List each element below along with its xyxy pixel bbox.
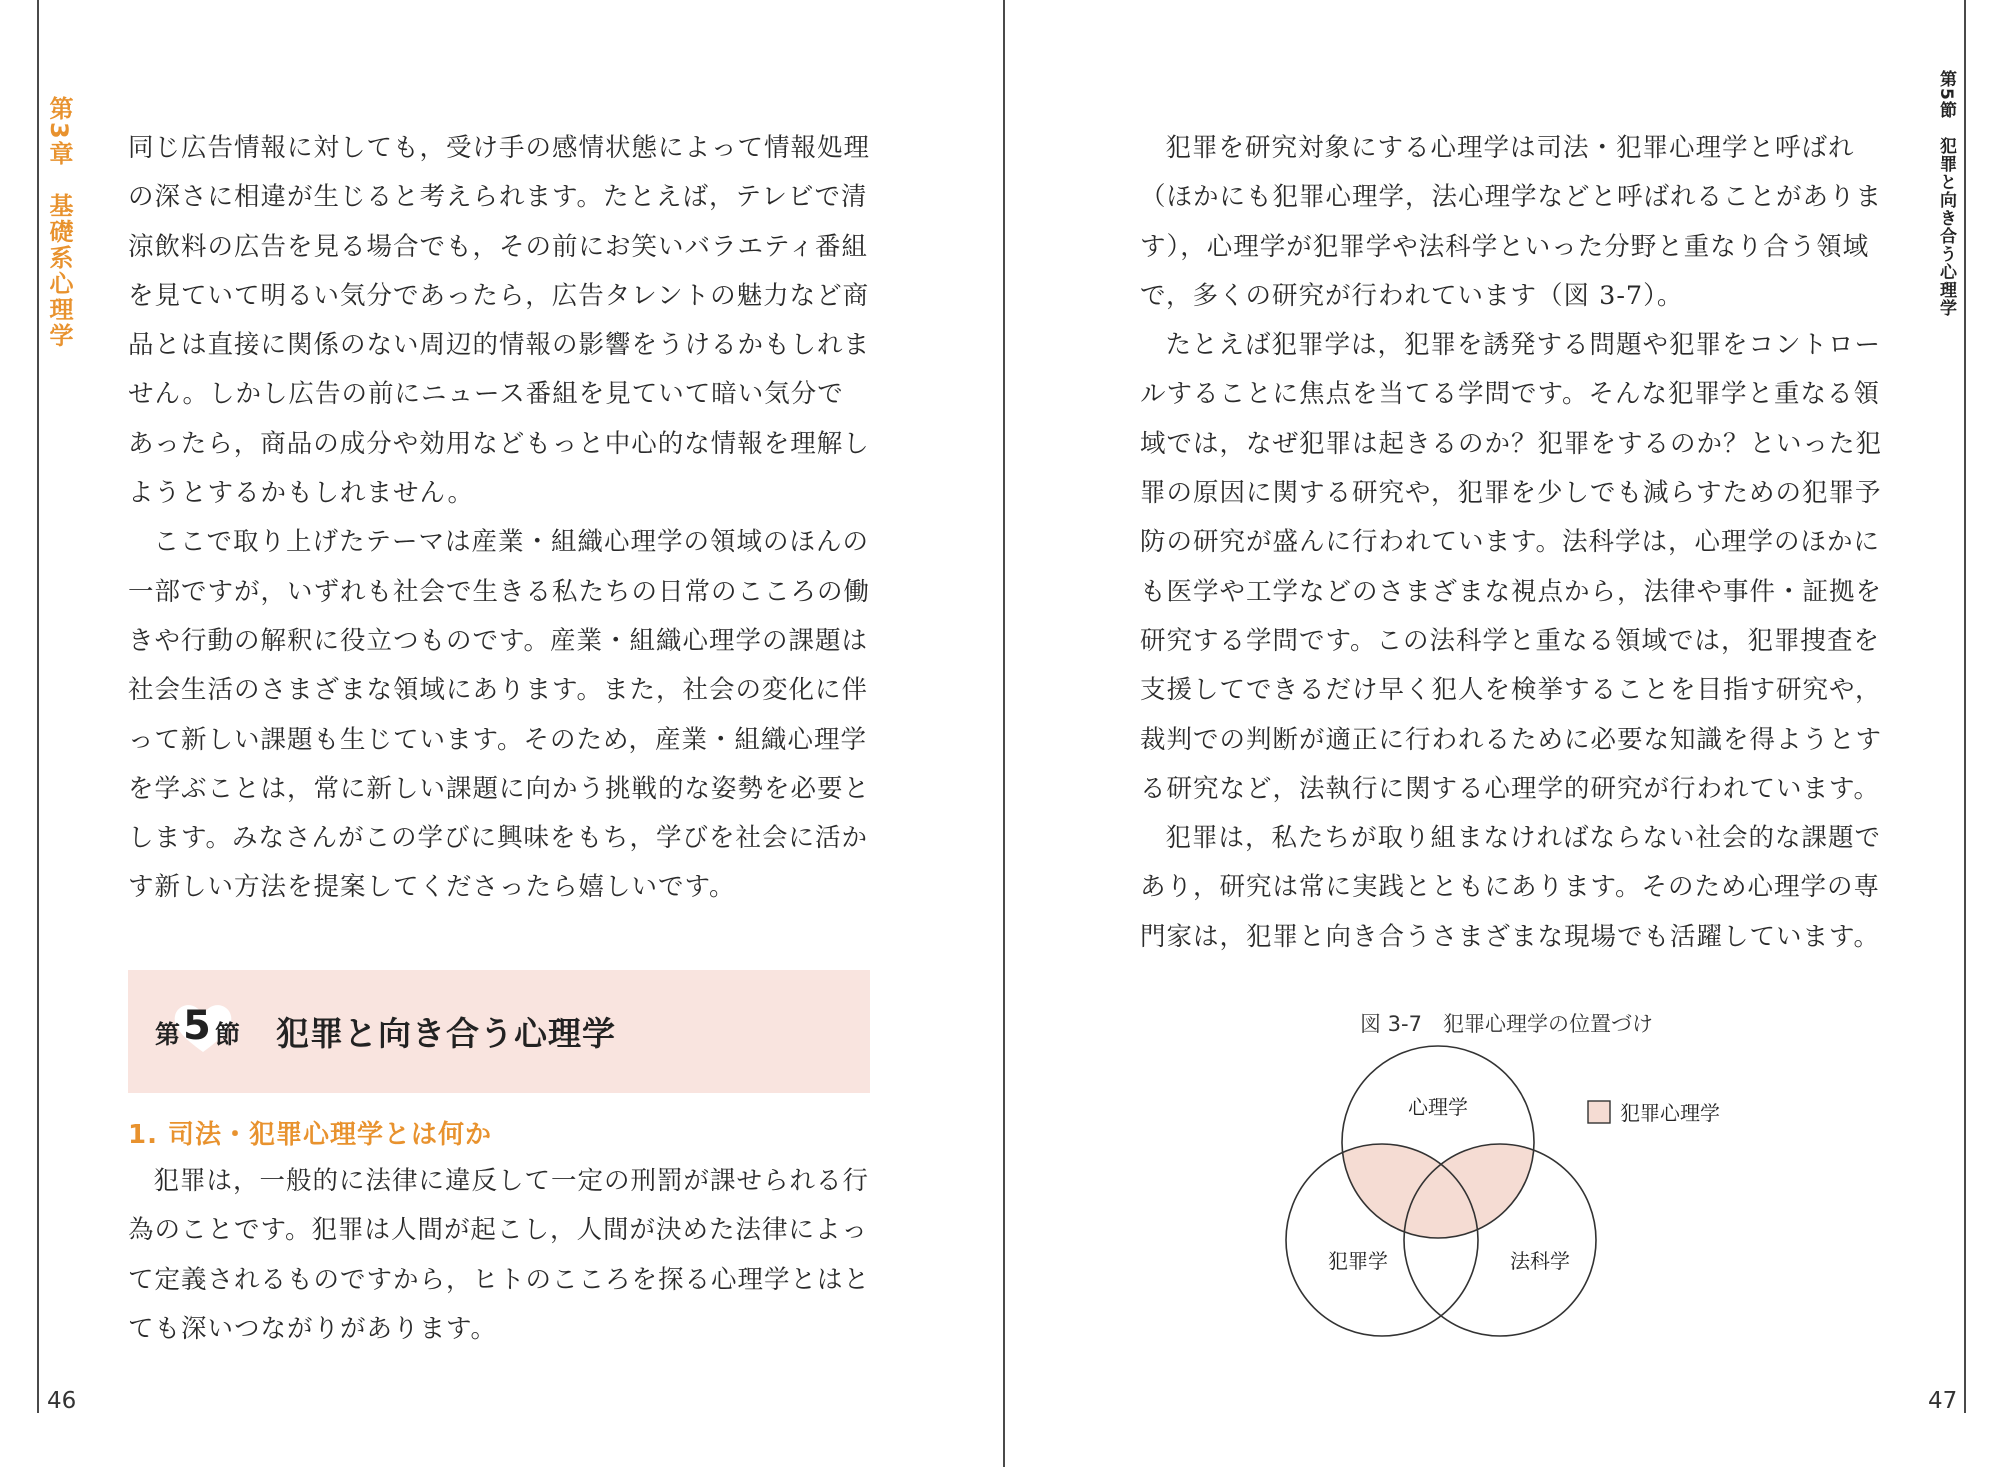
left-page-edge-line [37,0,39,1413]
left-paragraph-2: ここで取り上げたテーマは産業・組織心理学の領域のほんの一部ですが，いずれも社会で生きる私たちの日常のこころの働きや行動の解釈に役立つものです。産業・組織心理学の課題は社会生活のさまざまな領域にあります。また，社会の変化に伴って新しい課題も生じています。そのため，産業・組織心理学を学ぶことは，常に新しい課題に向かう挑戦的な姿勢を必要とします。みなさんがこの学びに興味をもち，学びを社会に活かす新しい方法を提案してくださったら嬉しいです。 [128,527,871,903]
figure-caption: 図 3-7 犯罪心理学の位置づけ [1360,1012,1653,1036]
section-tab: 第5節 犯罪と向き合う心理学 [1936,70,1956,317]
page-number-left: 46 [47,1388,77,1414]
right-paragraph-2: たとえば犯罪学は，犯罪を誘発する問題や犯罪をコントロールすることに焦点を当てる学問です。そんな犯罪学と重なる領域では，なぜ犯罪は起きるのか？犯罪をするのか？といった犯罪の原因に関する研究や，犯罪を少しでも減らすための犯罪予防の研究が盛んに行われています。法科学は，心理学のほかにも医学や工学などのさまざまな視点から，法律や事件・証拠を研究する学問です。この法科学と重なる領域では，犯罪捜査を支援してできるだけ早く犯人を検挙することを目指す研究や，裁判での判断が適正に行われるために必要な知識を得ようとする研究など，法執行に関する心理学的研究が行われています。 [1140,330,1883,804]
label-psychology: 心理学 [1408,1095,1468,1119]
section-title: 犯罪と向き合う心理学 [276,1014,616,1053]
label-criminology: 犯罪学 [1328,1249,1388,1273]
chapter-tab: 第3章 基礎系心理学 [45,96,73,349]
overlap-forensic [1404,1144,1596,1336]
right-page-edge-line [1964,0,1966,1413]
right-paragraph-3: 犯罪は，私たちが取り組まなければならない社会的な課題であり，研究は常に実践とともにあります。そのため心理学の専門家は，犯罪と向き合うさまざまな現場でも活躍しています。 [1140,823,1882,952]
section-label-setsu: 節 [215,1020,241,1049]
section-label-dai: 第 [155,1020,181,1049]
legend-swatch [1588,1101,1610,1123]
section-paragraph: 犯罪は，一般的に法律に違反して一定の刑罰が課せられる行為のことです。犯罪は人間が起こし，人間が決めた法律によって定義されるものですから，ヒトのこころを探る心理学とはとても深いつながりがあります。 [128,1166,871,1344]
left-page-body [128,124,870,913]
page-gutter-line [1003,0,1005,1467]
left-paragraph-1: 同じ広告情報に対しても，受け手の感情状態によって情報処理の深さに相違が生じると考えられます。たとえば，テレビで清涼飲料の広告を見る場合でも，その前にお笑いバラエティ番組を見ていて明るい気分であったら，広告タレントの魅力など商品とは直接に関係のない周辺的情報の影響をうけるかもしれません。しかし広告の前にニュース番組を見ていて暗い気分であったら，商品の成分や効用などもっと中心的な情報を理解しようとするかもしれません。 [128,133,871,509]
right-paragraph-1: 犯罪を研究対象にする心理学は司法・犯罪心理学と呼ばれ（ほかにも犯罪心理学，法心理学などと呼ばれることがあります），心理学が犯罪学や法科学といった分野と重なり合う領域で，多くの研究が行われています（図 3-7）。 [1140,133,1883,311]
section-number: 5 [183,1003,211,1049]
right-page-body [1140,124,1882,962]
label-forensic: 法科学 [1510,1249,1570,1273]
section-body [128,1157,870,1354]
venn-diagram [1280,1040,1740,1350]
subheading: 1. 司法・犯罪心理学とは何か [128,1120,493,1150]
legend-label: 犯罪心理学 [1620,1101,1720,1125]
page-number-right: 47 [1928,1388,1958,1414]
